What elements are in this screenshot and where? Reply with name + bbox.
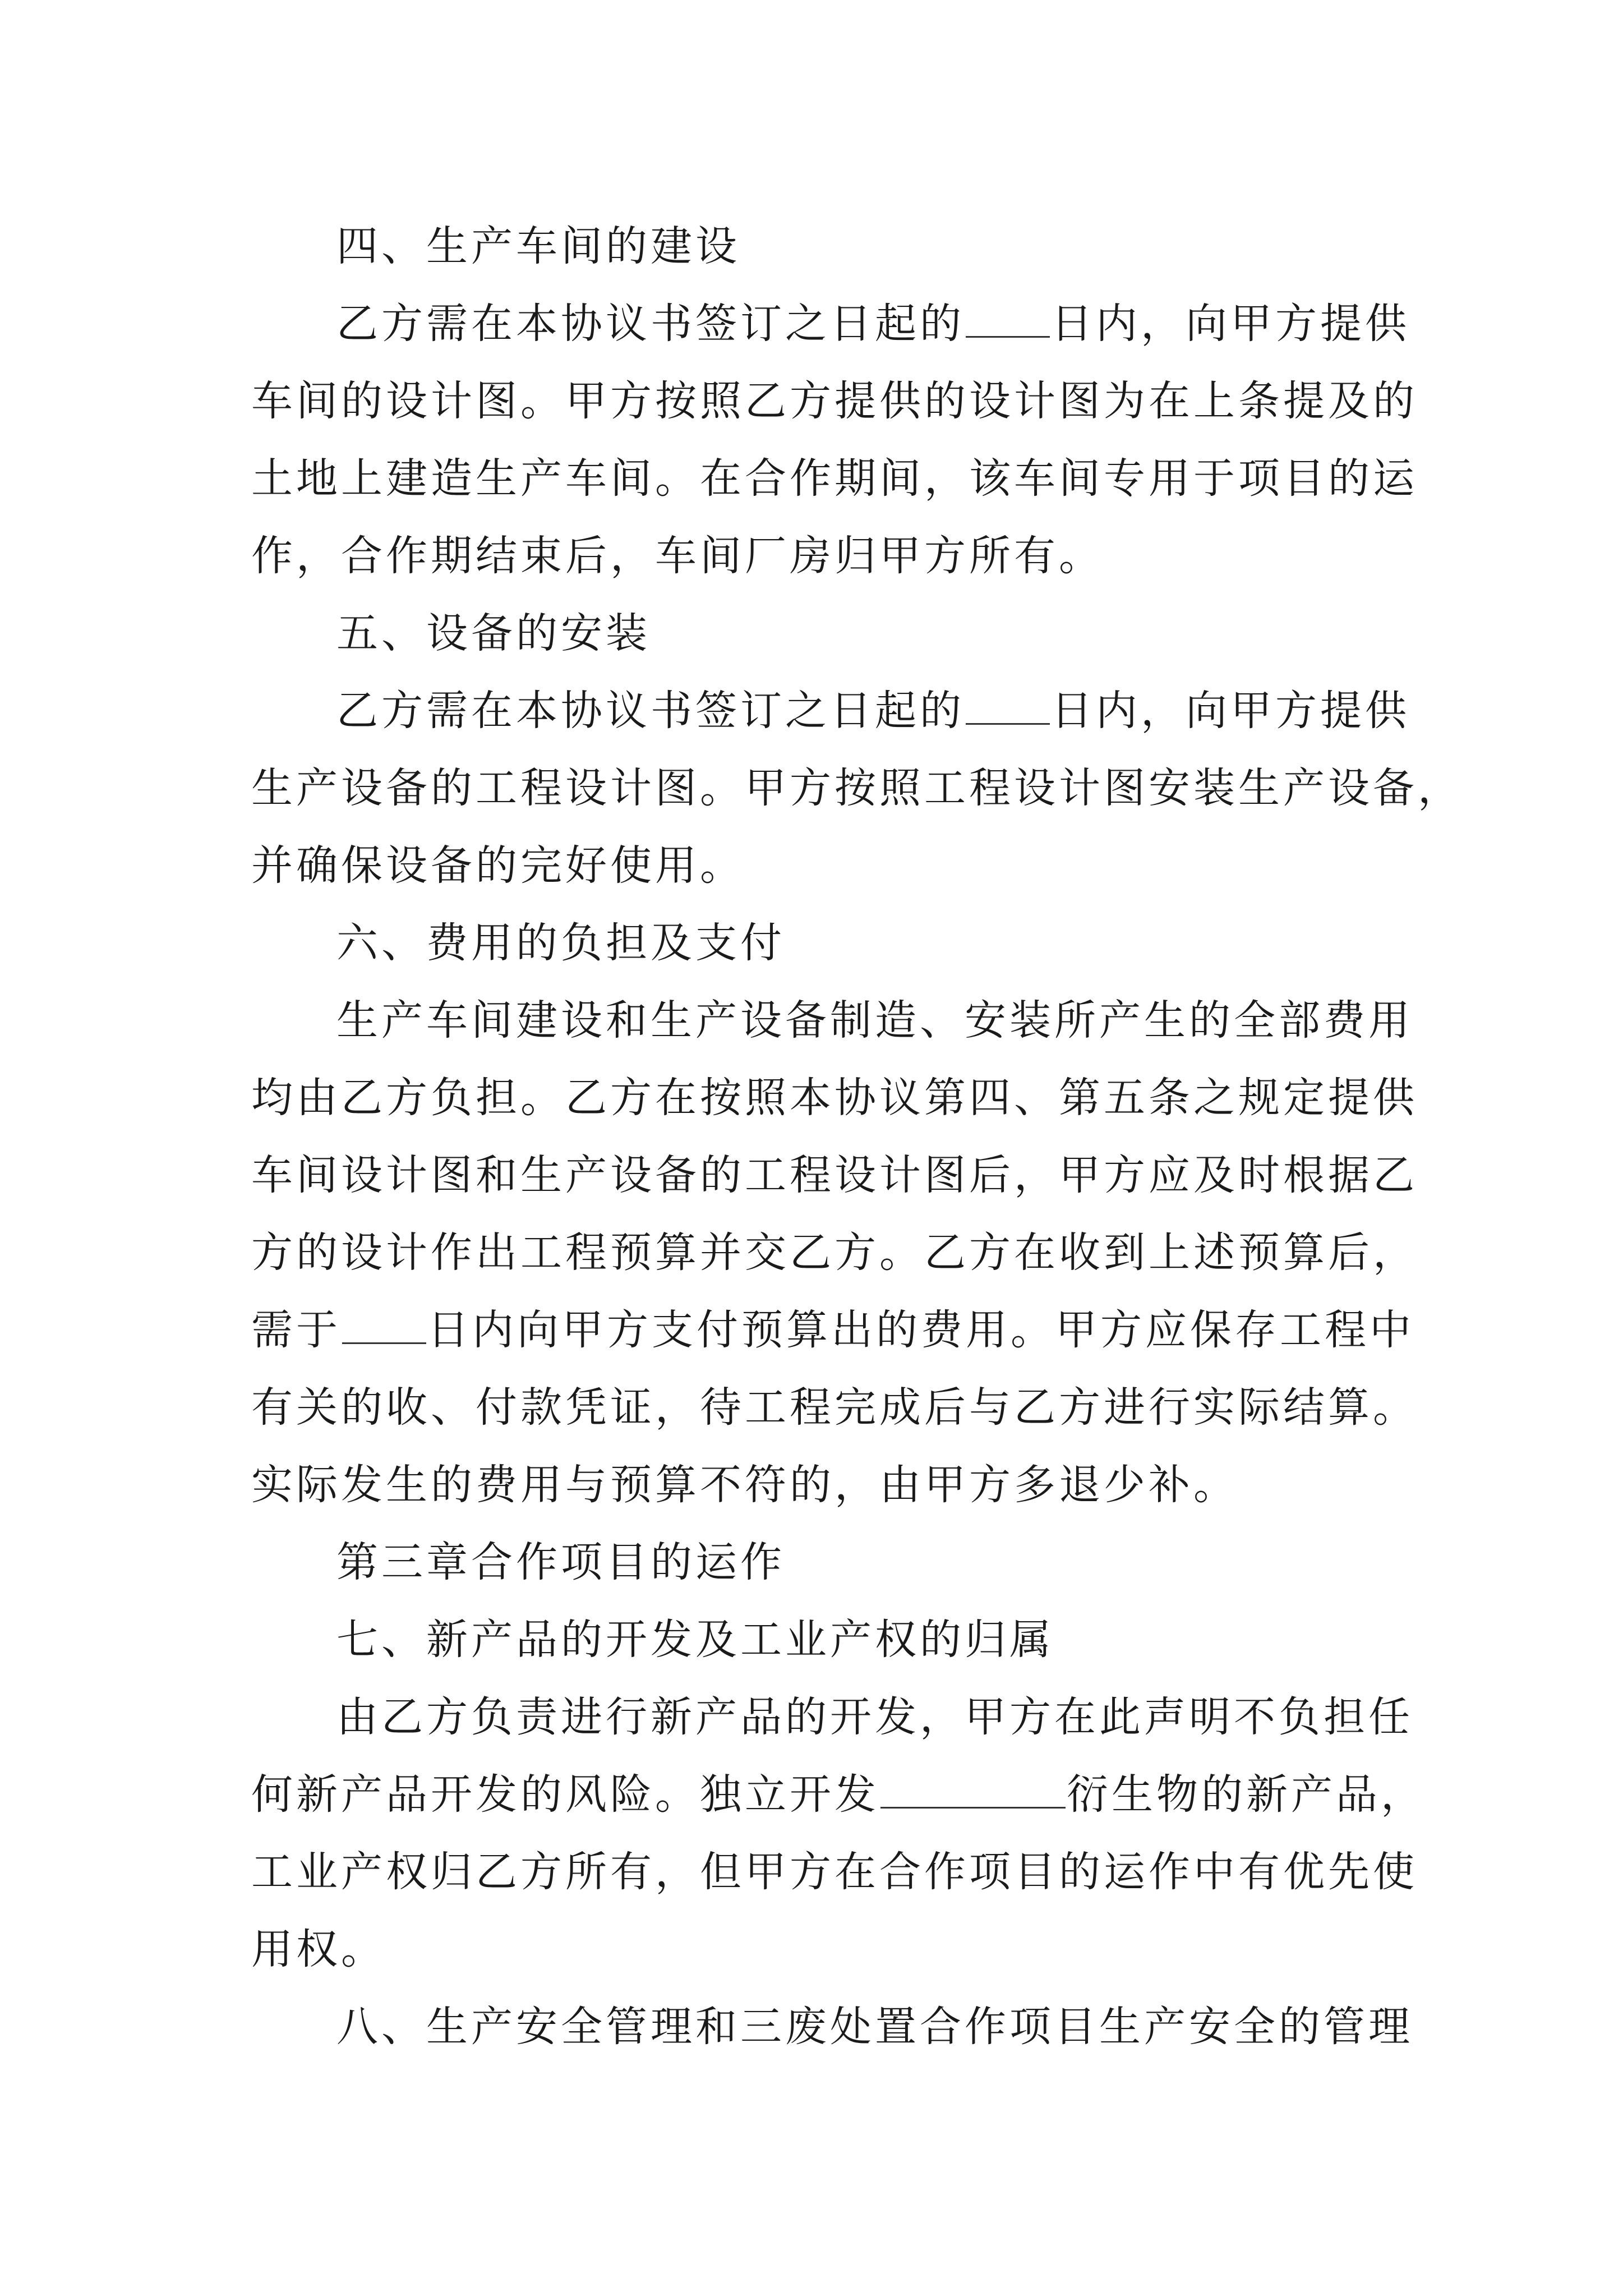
section-heading-7 <box>251 1601 1372 1678</box>
paragraph-text: 方的设计作出工程预算并交乙方。乙方在收到上述预算后， <box>251 1228 1418 1277</box>
paragraph-line <box>251 1756 1426 1833</box>
paragraph-text: 车间设计图和生产设备的工程设计图后，甲方应及时根据乙 <box>251 1151 1418 1199</box>
paragraph-text: 日内，向甲方提供 <box>1051 300 1410 348</box>
fill-in-blank <box>966 297 1050 338</box>
heading-text: 七、新产品的开发及工业产权的归属 <box>336 1616 1054 1664</box>
paragraph-text: 用权。 <box>251 1925 386 1973</box>
paragraph-line <box>251 982 1413 1059</box>
paragraph-line <box>251 672 1410 749</box>
paragraph-line <box>251 285 1410 362</box>
heading-text: 八、生产安全管理和三废处置合作项目生产安全的管理 <box>336 2003 1413 2051</box>
fill-in-blank <box>880 1768 1066 1809</box>
fill-in-blank <box>342 1303 426 1344</box>
paragraph-line <box>251 1059 1418 1137</box>
heading-text: 五、设备的安装 <box>336 609 651 657</box>
heading-text: 四、生产车间的建设 <box>336 222 740 270</box>
paragraph-line <box>251 1214 1418 1291</box>
heading-text: 六、费用的负担及支付 <box>336 919 785 967</box>
paragraph-line <box>251 1137 1418 1214</box>
paragraph-line <box>251 1678 1413 1756</box>
section-heading-4 <box>251 208 1372 285</box>
paragraph-text: 需于 <box>251 1306 341 1354</box>
paragraph-line <box>251 749 1463 827</box>
paragraph-line <box>251 1291 1414 1369</box>
paragraph-line <box>251 1833 1418 1911</box>
section-heading-6 <box>251 904 1372 982</box>
paragraph-text: 乙方需在本协议书签订之日起的 <box>336 687 965 735</box>
paragraph-text: 由乙方负责进行新产品的开发，甲方在此声明不负担任 <box>336 1693 1413 1741</box>
paragraph-line <box>251 1369 1418 1446</box>
heading-text: 第三章合作项目的运作 <box>336 1538 785 1586</box>
paragraph-line <box>251 827 1372 904</box>
paragraph-text: 工业产权归乙方所有，但甲方在合作项目的运作中有优先使 <box>251 1848 1418 1896</box>
paragraph-text: 乙方需在本协议书签订之日起的 <box>336 300 965 348</box>
document-body <box>251 208 1463 2065</box>
section-heading-5 <box>251 595 1372 672</box>
paragraph-line <box>251 1446 1372 1524</box>
paragraph-text: 生产车间建设和生产设备制造、安装所产生的全部费用 <box>336 996 1413 1045</box>
paragraph-text: 作，合作期结束后，车间厂房归甲方所有。 <box>251 532 1104 580</box>
section-heading-8 <box>251 1988 1413 2065</box>
paragraph-text: 并确保设备的完好使用。 <box>251 841 745 890</box>
fill-in-blank <box>966 684 1050 725</box>
paragraph-text: 衍生物的新产品， <box>1067 1770 1426 1819</box>
paragraph-text: 生产设备的工程设计图。甲方按照工程设计图安装生产设备， <box>251 764 1463 812</box>
paragraph-text: 日内向甲方支付预算出的费用。甲方应保存工程中 <box>427 1306 1414 1354</box>
paragraph-line <box>251 1911 1372 1988</box>
paragraph-line <box>251 362 1418 440</box>
paragraph-text: 车间的设计图。甲方按照乙方提供的设计图为在上条提及的 <box>251 377 1418 425</box>
paragraph-text: 均由乙方负担。乙方在按照本协议第四、第五条之规定提供 <box>251 1074 1418 1122</box>
chapter-heading-3 <box>251 1524 1372 1601</box>
paragraph-line <box>251 517 1372 595</box>
paragraph-text: 实际发生的费用与预算不符的，由甲方多退少补。 <box>251 1461 1238 1509</box>
paragraph-text: 日内，向甲方提供 <box>1051 687 1410 735</box>
paragraph-text: 土地上建造生产车间。在合作期间，该车间专用于项目的运 <box>251 454 1418 503</box>
paragraph-text: 有关的收、付款凭证，待工程完成后与乙方进行实际结算。 <box>251 1383 1418 1432</box>
paragraph-text: 何新产品开发的风险。独立开发 <box>251 1770 879 1819</box>
paragraph-line <box>251 440 1418 517</box>
